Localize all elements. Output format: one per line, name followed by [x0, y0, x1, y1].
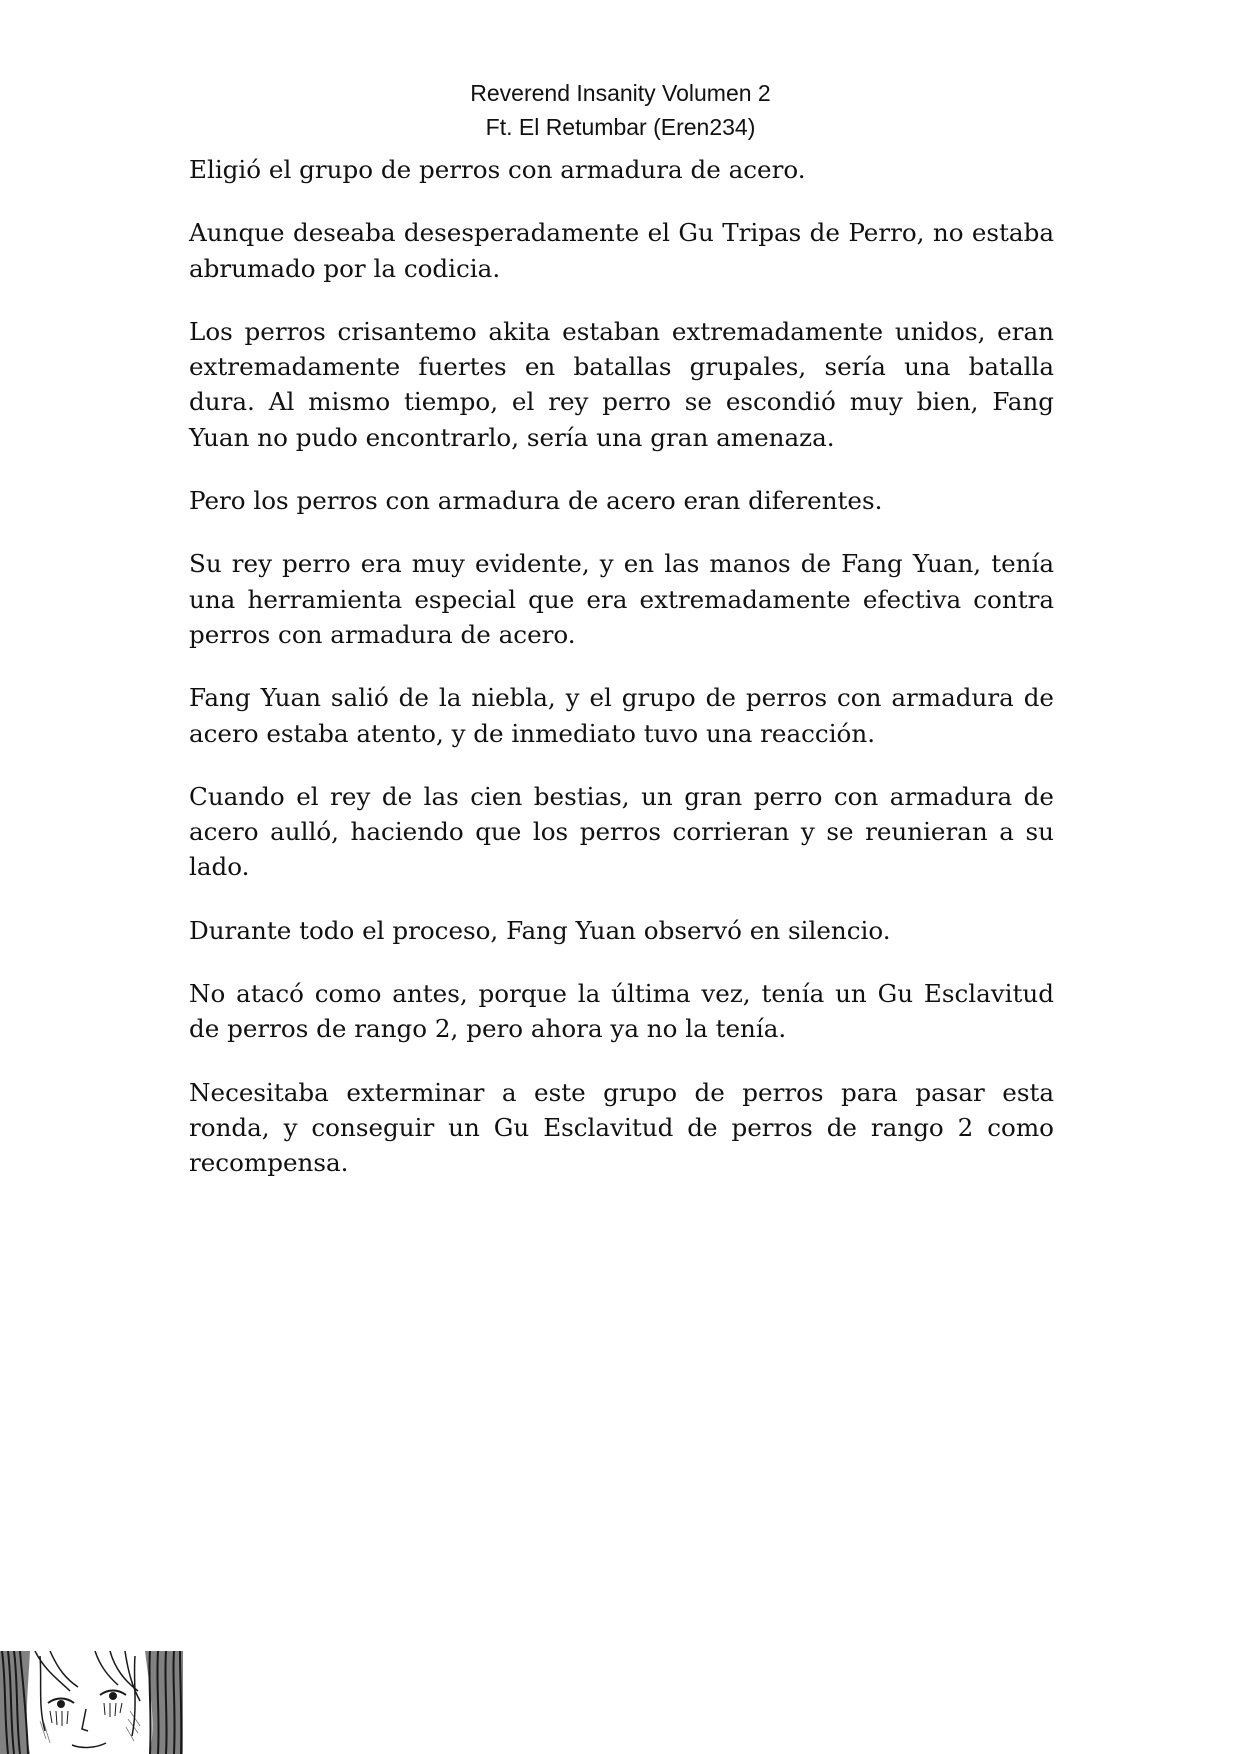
paragraph: Los perros crisantemo akita estaban extremadamente unidos, eran extremadamente fuertes en batallas grupales, sería una batalla dura. Al mismo tiempo, el rey perro se escondió muy bien, Fang Yuan no pudo encontrarlo, sería una gran amenaza. [189, 316, 1054, 452]
paragraph: Durante todo el proceso, Fang Yuan observó en silencio. [189, 915, 891, 945]
paragraph: Pero los perros con armadura de acero eran diferentes. [189, 486, 883, 516]
paragraph: Su rey perro era muy evidente, y en las manos de Fang Yuan, tenía una herramienta especial que era extremadamente efectiva contra perros con armadura de acero. [189, 549, 1054, 649]
paragraph: Necesitaba exterminar a este grupo de perros para pasar esta ronda, y conseguir un Gu Esclavitud de perros de rango 2 como recompensa. [189, 1077, 1054, 1178]
header-title: Reverend Insanity Volumen 2 [470, 80, 771, 106]
header-subtitle: Ft. El Retumbar (Eren234) [485, 114, 756, 140]
paragraph: Cuando el rey de las cien bestias, un gran perro con armadura de acero aulló, haciendo que los perros corrieran y se reunieran a su lado. [189, 781, 1054, 882]
paragraph: No atacó como antes, porque la última vez, tenía un Gu Esclavitud de perros de rango 2, pero ahora ya no la tenía. [189, 979, 1054, 1044]
paragraph: Aunque deseaba desesperadamente el Gu Tripas de Perro, no estaba abrumado por la codicia. [189, 218, 1054, 283]
page-header [0, 76, 1241, 144]
manga-face-illustration [0, 1651, 183, 1754]
body-text [189, 152, 1054, 1209]
paragraph: Eligió el grupo de perros con armadura de acero. [189, 155, 806, 184]
paragraph: Fang Yuan salió de la niebla, y el grupo de perros con armadura de acero estaba atento, y de inmediato tuvo una reacción. [189, 683, 1054, 748]
